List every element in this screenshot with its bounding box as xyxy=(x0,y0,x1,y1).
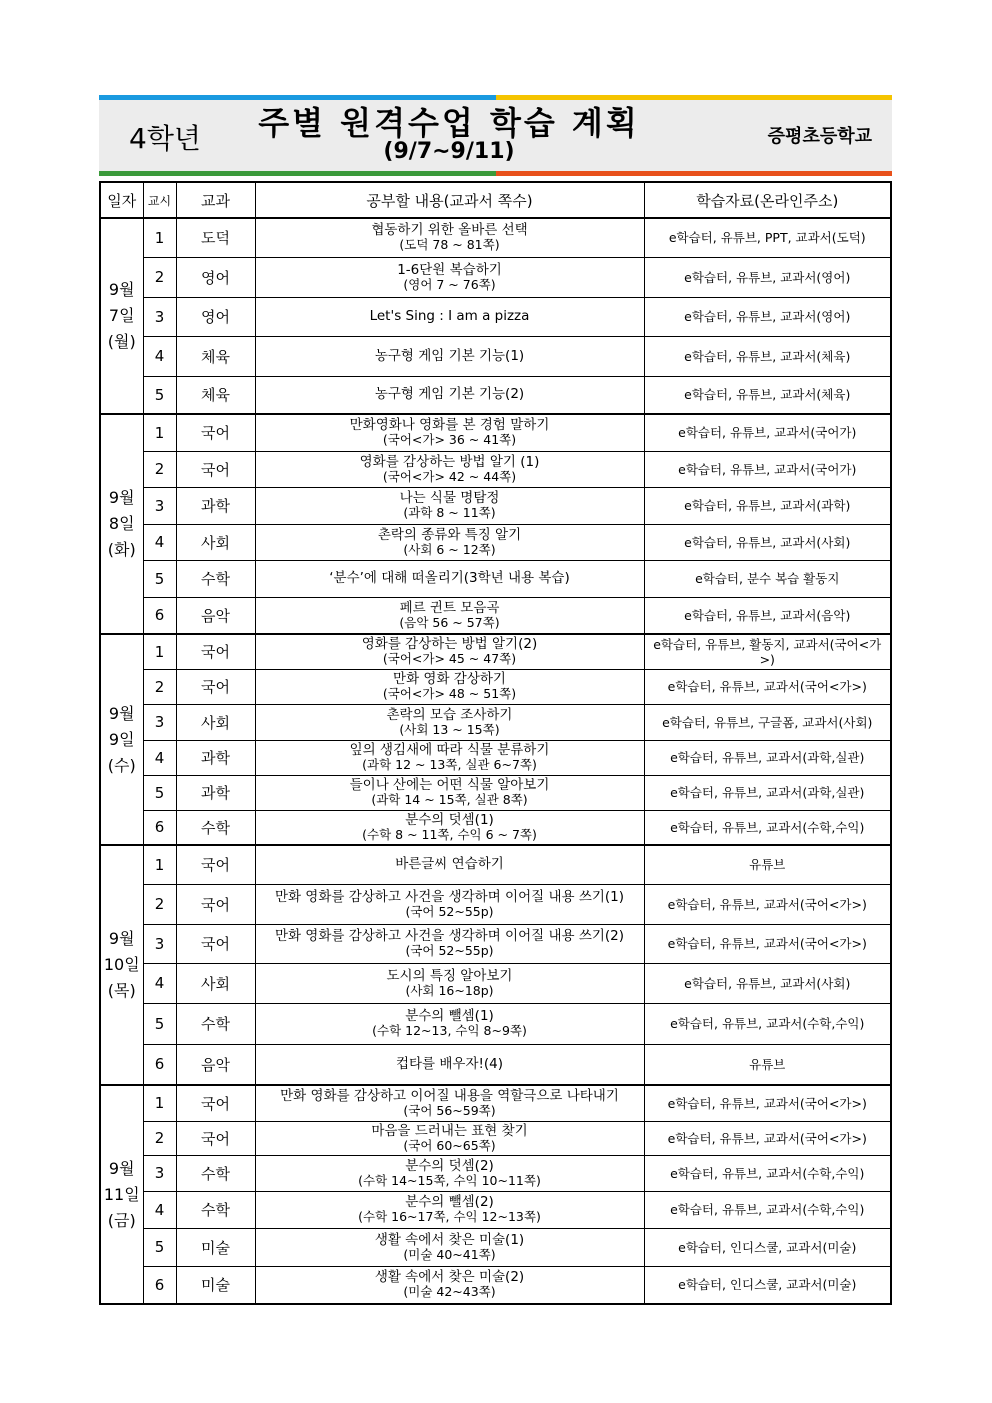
period-cell: 5 xyxy=(143,560,176,597)
header-top-color-bar xyxy=(99,95,892,100)
content-title: 촌락의 종류와 특징 알기 xyxy=(377,526,522,543)
content-title: 잎의 생김새에 따라 식물 분류하기 xyxy=(349,742,550,758)
schedule-body xyxy=(100,218,891,1304)
table-row xyxy=(100,1085,891,1121)
content-title: 컵타를 배우자!(4) xyxy=(395,1055,504,1072)
content-page-ref: (영어 7 ~ 76쪽) xyxy=(403,276,496,292)
content-title: 분수의 덧셈(1) xyxy=(405,811,494,828)
day-date: 11일 xyxy=(103,1184,140,1204)
day-date: 10일 xyxy=(103,955,140,974)
color-segment-yellow xyxy=(496,95,893,100)
content-title: 들이나 산에는 어떤 식물 알아보기 xyxy=(349,777,550,793)
content-cell xyxy=(255,1044,644,1085)
content-cell xyxy=(255,524,644,560)
content-cell xyxy=(255,704,644,740)
material-cell: e학습터, 유튜브, 교과서(과학,실관) xyxy=(644,740,891,775)
period-cell: 1 xyxy=(143,218,176,257)
table-row xyxy=(100,376,891,414)
content-title: 분수의 뺄셈(1) xyxy=(405,1008,494,1024)
subject-cell: 국어 xyxy=(176,924,255,963)
material-cell: e학습터, 유튜브, 교과서(국어<가>) xyxy=(644,669,891,704)
content-title: 만화 영화를 감상하고 사건을 생각하며 이어질 내용 쓰기(2) xyxy=(274,928,625,944)
period-cell: 2 xyxy=(143,669,176,704)
content-title: 도시의 특징 알아보기 xyxy=(386,967,513,984)
content-title: 협동하기 위한 올바른 선택 xyxy=(371,222,528,239)
content-cell xyxy=(255,218,644,257)
content-cell xyxy=(255,740,644,775)
color-segment-green xyxy=(99,171,496,176)
table-row xyxy=(100,597,891,634)
column-header-period: 교시 xyxy=(143,182,176,218)
material-cell: e학습터, 유튜브, 교과서(수학,수익) xyxy=(644,1003,891,1044)
content-cell xyxy=(255,297,644,336)
content-title: 마음을 드러내는 표현 찾기 xyxy=(371,1122,528,1139)
content-cell xyxy=(255,1085,644,1121)
period-cell: 6 xyxy=(143,1044,176,1085)
subject-cell: 수학 xyxy=(176,810,255,845)
content-cell xyxy=(255,414,644,451)
table-row xyxy=(100,884,891,924)
period-cell: 4 xyxy=(143,1191,176,1228)
material-cell: e학습터, 유튜브, 교과서(수학,수익) xyxy=(644,1155,891,1191)
subject-cell: 수학 xyxy=(176,1003,255,1044)
content-title: 1-6단원 복습하기 xyxy=(397,261,502,278)
content-page-ref: (사회 16~18p) xyxy=(405,982,494,998)
table-row xyxy=(100,1044,891,1085)
content-cell xyxy=(255,884,644,924)
schedule-table xyxy=(99,181,892,1305)
subject-cell: 국어 xyxy=(176,884,255,924)
table-row xyxy=(100,336,891,376)
content-cell xyxy=(255,634,644,669)
content-title: 농구형 게임 기본 기능(2) xyxy=(374,386,525,403)
day-weekday: (목) xyxy=(107,981,136,1000)
content-page-ref: (국어<가> 36 ~ 41쪽) xyxy=(382,432,517,448)
table-row xyxy=(100,218,891,257)
column-header-subject: 교과 xyxy=(176,182,255,218)
period-cell: 2 xyxy=(143,451,176,487)
day-cell xyxy=(100,1085,143,1304)
period-cell: 6 xyxy=(143,1266,176,1304)
subject-cell: 영어 xyxy=(176,257,255,297)
period-cell: 2 xyxy=(143,884,176,924)
color-segment-orange xyxy=(496,171,893,176)
content-cell xyxy=(255,924,644,963)
content-title: 생활 속에서 찾은 미술(2) xyxy=(374,1269,525,1286)
content-title: 농구형 게임 기본 기능(1) xyxy=(374,347,525,364)
period-cell: 4 xyxy=(143,524,176,560)
content-page-ref: (국어<가> 45 ~ 47쪽) xyxy=(382,651,517,667)
content-cell xyxy=(255,669,644,704)
content-page-ref: (수학 12~13, 수익 8~9쪽) xyxy=(372,1023,527,1038)
material-cell: e학습터, 유튜브, 구글폼, 교과서(사회) xyxy=(644,704,891,740)
table-row xyxy=(100,669,891,704)
table-row xyxy=(100,924,891,963)
period-cell: 6 xyxy=(143,597,176,634)
period-cell: 3 xyxy=(143,487,176,524)
content-page-ref: (국어 56~59쪽) xyxy=(403,1102,496,1118)
content-title: 바른글씨 연습하기 xyxy=(395,856,504,873)
material-cell: e학습터, 유튜브, 교과서(국어<가>) xyxy=(644,1121,891,1155)
content-title: 분수의 덧셈(2) xyxy=(405,1157,494,1174)
material-cell: e학습터, 인디스쿨, 교과서(미술) xyxy=(644,1228,891,1266)
page-title: 주별 원격수업 학습 계획 xyxy=(258,104,640,142)
subject-cell: 체육 xyxy=(176,336,255,376)
material-cell: e학습터, 유튜브, 교과서(국어<가>) xyxy=(644,924,891,963)
day-weekday: (금) xyxy=(107,1210,136,1230)
table-row xyxy=(100,1191,891,1228)
period-cell: 5 xyxy=(143,1003,176,1044)
content-cell xyxy=(255,451,644,487)
material-cell: 유튜브 xyxy=(644,1044,891,1085)
content-cell xyxy=(255,1266,644,1304)
content-page-ref: (미술 42~43쪽) xyxy=(403,1284,496,1300)
table-row xyxy=(100,1121,891,1155)
content-page-ref: (국어 60~65쪽) xyxy=(403,1137,496,1153)
material-cell: e학습터, 유튜브, 교과서(수학,수익) xyxy=(644,810,891,845)
subject-cell: 국어 xyxy=(176,1085,255,1121)
day-weekday: (화) xyxy=(107,540,136,559)
content-cell xyxy=(255,810,644,845)
table-row xyxy=(100,775,891,810)
table-row xyxy=(100,634,891,669)
subject-cell: 음악 xyxy=(176,1044,255,1085)
subject-cell: 과학 xyxy=(176,487,255,524)
material-cell: e학습터, 유튜브, 교과서(체육) xyxy=(644,336,891,376)
content-title: 만화 영화를 감상하고 이어질 내용을 역할극으로 나타내기 xyxy=(280,1087,619,1104)
content-page-ref: (음악 56 ~ 57쪽) xyxy=(399,614,500,630)
period-cell: 2 xyxy=(143,1121,176,1155)
content-cell xyxy=(255,1155,644,1191)
table-row xyxy=(100,740,891,775)
table-row xyxy=(100,451,891,487)
content-title: 만화 영화를 감상하고 사건을 생각하며 이어질 내용 쓰기(1) xyxy=(274,888,625,905)
content-cell xyxy=(255,775,644,810)
subject-cell: 국어 xyxy=(176,634,255,669)
content-page-ref: (수학 8 ~ 11쪽, 수익 6 ~ 7쪽) xyxy=(362,826,537,842)
day-cell xyxy=(100,845,143,1085)
content-cell xyxy=(255,560,644,597)
material-cell: e학습터, 유튜브, 활동지, 교과서(국어<가>) xyxy=(644,634,891,669)
subject-cell: 과학 xyxy=(176,775,255,810)
period-cell: 3 xyxy=(143,924,176,963)
content-page-ref: (과학 14 ~ 15쪽, 실관 8쪽) xyxy=(371,792,528,807)
material-cell: e학습터, 유튜브, 교과서(사회) xyxy=(644,963,891,1003)
subject-cell: 과학 xyxy=(176,740,255,775)
period-cell: 1 xyxy=(143,414,176,451)
content-title: 페르 귄트 모음곡 xyxy=(399,599,500,616)
day-weekday: (수) xyxy=(107,755,136,775)
subject-cell: 국어 xyxy=(176,414,255,451)
grade-label: 4학년 xyxy=(129,122,201,155)
material-cell: e학습터, 유튜브, 교과서(음악) xyxy=(644,597,891,634)
content-page-ref: (국어<가> 48 ~ 51쪽) xyxy=(382,686,517,701)
subject-cell: 수학 xyxy=(176,1155,255,1191)
column-header-content: 공부할 내용(교과서 쪽수) xyxy=(255,182,644,218)
content-page-ref: (국어 52~55p) xyxy=(405,903,494,919)
day-date: 8일 xyxy=(108,514,135,533)
content-cell xyxy=(255,257,644,297)
material-cell: e학습터, 유튜브, 교과서(국어가) xyxy=(644,414,891,451)
page-header xyxy=(99,95,892,176)
table-row xyxy=(100,524,891,560)
content-page-ref: (과학 8 ~ 11쪽) xyxy=(403,505,496,520)
material-cell: e학습터, 인디스쿨, 교과서(미술) xyxy=(644,1266,891,1304)
table-row xyxy=(100,487,891,524)
content-cell xyxy=(255,1121,644,1155)
material-cell: e학습터, 유튜브, 교과서(국어가) xyxy=(644,451,891,487)
content-page-ref: (사회 13 ~ 15쪽) xyxy=(399,721,500,737)
day-month: 9월 xyxy=(108,280,135,299)
content-title: 생활 속에서 찾은 미술(1) xyxy=(374,1231,525,1248)
period-cell: 5 xyxy=(143,376,176,414)
content-title: Let's Sing : I am a pizza xyxy=(369,308,530,324)
content-page-ref: (국어<가> 42 ~ 44쪽) xyxy=(382,468,517,484)
content-cell xyxy=(255,487,644,524)
day-cell xyxy=(100,218,143,414)
content-title: 영화를 감상하는 방법 알기(2) xyxy=(361,636,538,653)
material-cell: e학습터, 분수 복습 활동지 xyxy=(644,560,891,597)
content-title: 나는 식물 명탐정 xyxy=(399,490,500,506)
table-row xyxy=(100,297,891,336)
period-cell: 3 xyxy=(143,704,176,740)
school-name: 증평초등학교 xyxy=(767,126,872,147)
subject-cell: 사회 xyxy=(176,524,255,560)
table-row xyxy=(100,810,891,845)
content-cell xyxy=(255,1228,644,1266)
day-cell xyxy=(100,634,143,845)
subject-cell: 영어 xyxy=(176,297,255,336)
table-row xyxy=(100,1155,891,1191)
content-title: 분수의 뺄셈(2) xyxy=(405,1194,494,1210)
subject-cell: 국어 xyxy=(176,669,255,704)
day-weekday: (월) xyxy=(107,332,136,351)
subject-cell: 체육 xyxy=(176,376,255,414)
content-cell xyxy=(255,1191,644,1228)
subject-cell: 도덕 xyxy=(176,218,255,257)
period-cell: 4 xyxy=(143,336,176,376)
period-cell: 4 xyxy=(143,963,176,1003)
table-row xyxy=(100,845,891,884)
table-row xyxy=(100,1266,891,1304)
table-row xyxy=(100,963,891,1003)
material-cell: e학습터, 유튜브, 교과서(영어) xyxy=(644,297,891,336)
day-date: 7일 xyxy=(108,306,135,325)
content-title: 만화 영화 감상하기 xyxy=(393,671,506,687)
content-page-ref: (수학 14~15쪽, 수익 10~11쪽) xyxy=(358,1172,541,1188)
period-cell: 1 xyxy=(143,1085,176,1121)
material-cell: e학습터, 유튜브, 교과서(사회) xyxy=(644,524,891,560)
content-page-ref: (국어 52~55p) xyxy=(405,943,494,958)
subject-cell: 국어 xyxy=(176,845,255,884)
day-month: 9월 xyxy=(108,703,135,723)
color-segment-blue xyxy=(99,95,496,100)
content-title: ‘분수’에 대해 떠올리기(3학년 내용 복습) xyxy=(329,570,570,586)
subject-cell: 사회 xyxy=(176,963,255,1003)
column-header-material: 학습자료(온라인주소) xyxy=(644,182,891,218)
content-cell xyxy=(255,597,644,634)
day-month: 9월 xyxy=(108,1158,135,1178)
subject-cell: 수학 xyxy=(176,560,255,597)
subject-cell: 미술 xyxy=(176,1266,255,1304)
header-bottom-color-bar xyxy=(99,171,892,176)
content-page-ref: (미술 40~41쪽) xyxy=(403,1246,496,1262)
table-row xyxy=(100,704,891,740)
day-month: 9월 xyxy=(108,488,135,507)
content-page-ref: (도덕 78 ~ 81쪽) xyxy=(399,237,500,253)
period-cell: 4 xyxy=(143,740,176,775)
subject-cell: 국어 xyxy=(176,451,255,487)
content-title: 촌락의 모습 조사하기 xyxy=(386,706,513,723)
period-cell: 2 xyxy=(143,257,176,297)
content-cell xyxy=(255,376,644,414)
material-cell: e학습터, 유튜브, 교과서(체육) xyxy=(644,376,891,414)
table-row xyxy=(100,257,891,297)
material-cell: 유튜브 xyxy=(644,845,891,884)
period-cell: 1 xyxy=(143,845,176,884)
table-row xyxy=(100,560,891,597)
material-cell: e학습터, 유튜브, 교과서(수학,수익) xyxy=(644,1191,891,1228)
material-cell: e학습터, 유튜브, 교과서(국어<가>) xyxy=(644,1085,891,1121)
day-cell xyxy=(100,414,143,634)
material-cell: e학습터, 유튜브, 교과서(국어<가>) xyxy=(644,884,891,924)
period-cell: 3 xyxy=(143,1155,176,1191)
period-cell: 3 xyxy=(143,297,176,336)
column-header-date: 일자 xyxy=(100,182,143,218)
period-cell: 5 xyxy=(143,775,176,810)
period-cell: 6 xyxy=(143,810,176,845)
period-cell: 5 xyxy=(143,1228,176,1266)
subject-cell: 국어 xyxy=(176,1121,255,1155)
material-cell: e학습터, 유튜브, PPT, 교과서(도덕) xyxy=(644,218,891,257)
subject-cell: 미술 xyxy=(176,1228,255,1266)
content-title: 영화를 감상하는 방법 알기 (1) xyxy=(359,453,540,470)
date-range: (9/7~9/11) xyxy=(383,139,515,164)
content-cell xyxy=(255,1003,644,1044)
table-row xyxy=(100,414,891,451)
material-cell: e학습터, 유튜브, 교과서(과학) xyxy=(644,487,891,524)
content-page-ref: (수학 16~17쪽, 수익 12~13쪽) xyxy=(358,1209,541,1224)
day-date: 9일 xyxy=(108,729,135,749)
subject-cell: 음악 xyxy=(176,597,255,634)
content-title: 만화영화나 영화를 본 경험 말하기 xyxy=(349,417,550,434)
content-cell xyxy=(255,845,644,884)
table-row xyxy=(100,1003,891,1044)
subject-cell: 사회 xyxy=(176,704,255,740)
material-cell: e학습터, 유튜브, 교과서(과학,실관) xyxy=(644,775,891,810)
period-cell: 1 xyxy=(143,634,176,669)
content-page-ref: (사회 6 ~ 12쪽) xyxy=(403,541,496,557)
subject-cell: 수학 xyxy=(176,1191,255,1228)
day-month: 9월 xyxy=(108,929,135,948)
content-page-ref: (과학 12 ~ 13쪽, 실관 6~7쪽) xyxy=(362,757,537,772)
table-row xyxy=(100,1228,891,1266)
material-cell: e학습터, 유튜브, 교과서(영어) xyxy=(644,257,891,297)
content-cell xyxy=(255,963,644,1003)
content-cell xyxy=(255,336,644,376)
table-header-row xyxy=(100,182,891,218)
